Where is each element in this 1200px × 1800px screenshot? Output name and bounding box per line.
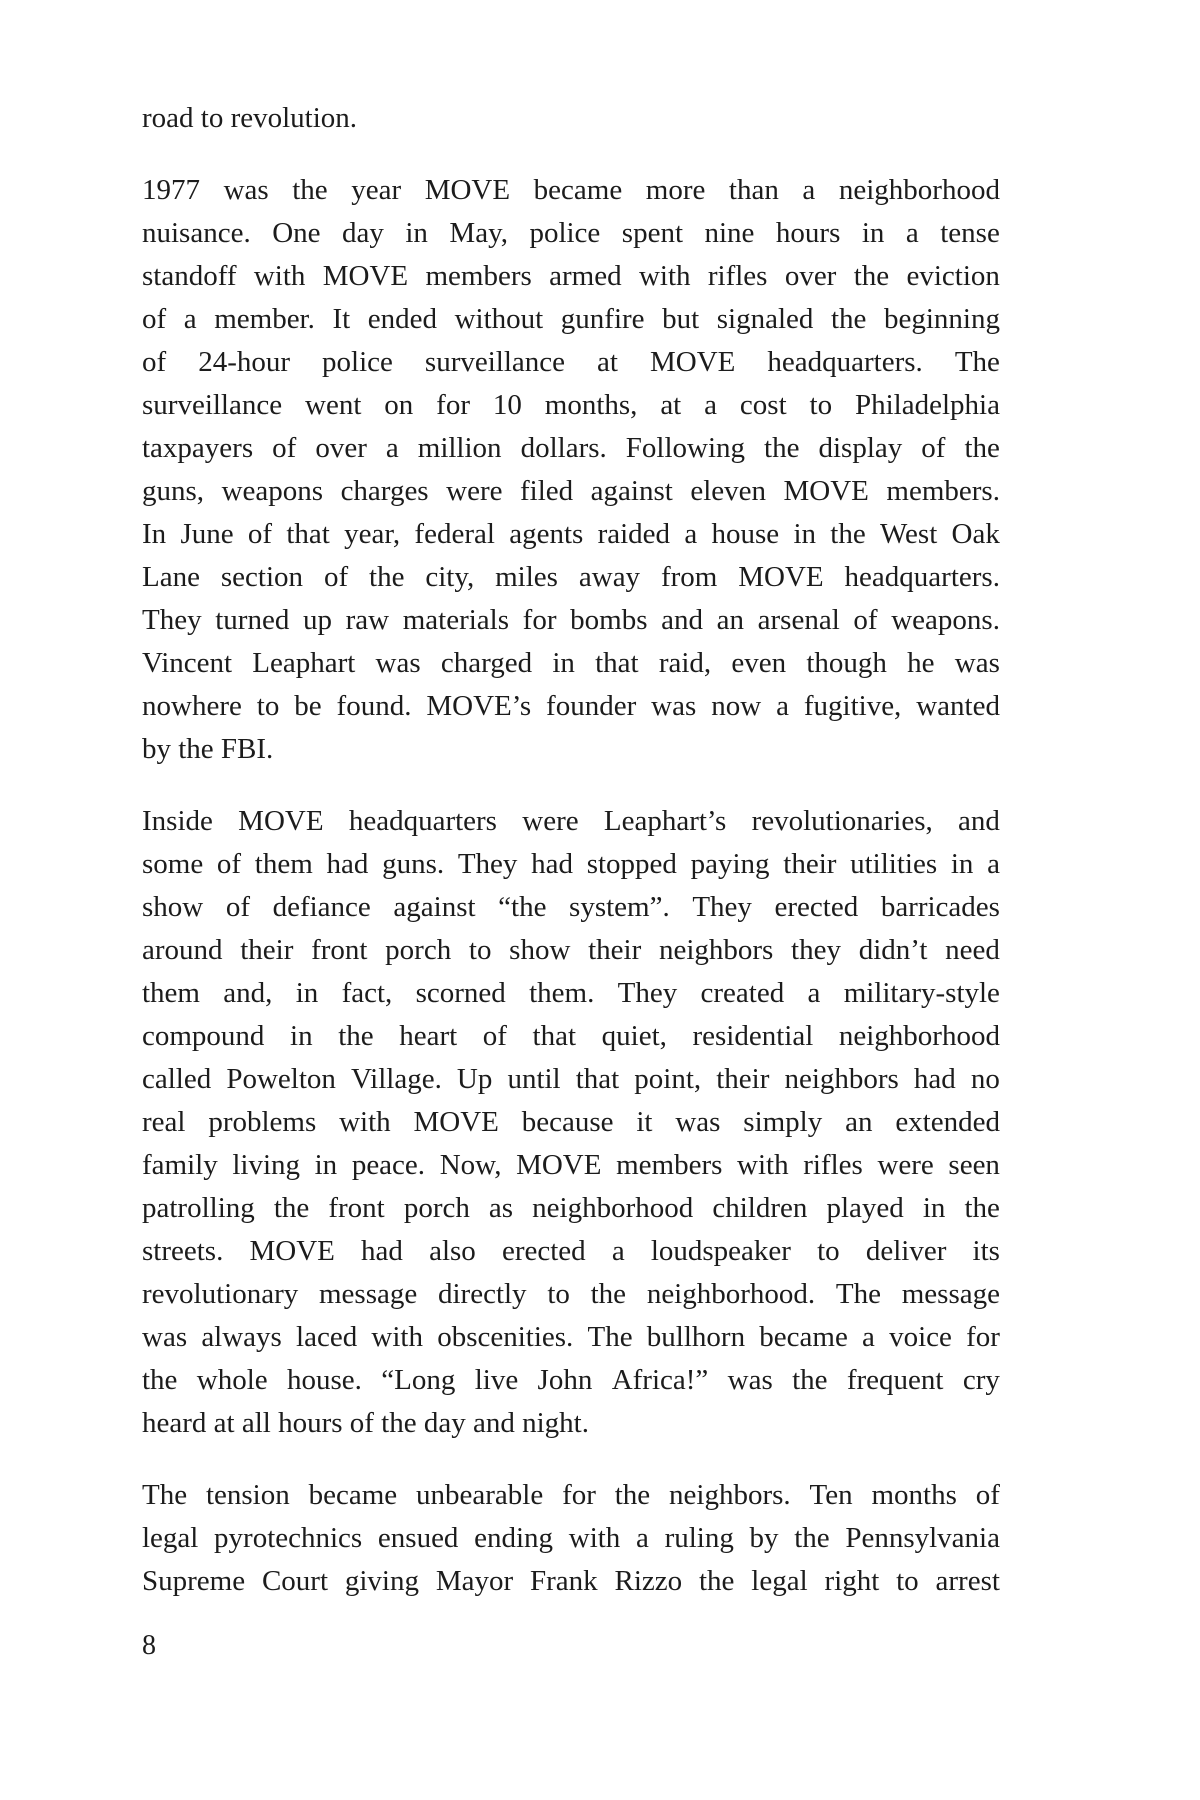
text-line: them and, in fact, scorned them. They created a military-style (142, 977, 1000, 1009)
text-line: revolutionary message directly to the neighborhood. The message (142, 1278, 1000, 1310)
text-line: nowhere to be found. MOVE’s founder was now a fugitive, wanted (142, 690, 1000, 722)
page-text (142, 97, 1000, 1632)
text-line: Lane section of the city, miles away from MOVE headquarters. (142, 561, 1000, 593)
text-line: patrolling the front porch as neighborhood children played in the (142, 1192, 1000, 1224)
text-line: nuisance. One day in May, police spent nine hours in a tense (142, 217, 1000, 249)
page-number: 8 (142, 1630, 156, 1661)
text-line: real problems with MOVE because it was simply an extended (142, 1106, 1000, 1138)
text-line: the whole house. “Long live John Africa!” was the frequent cry (142, 1364, 1000, 1396)
text-line: surveillance went on for 10 months, at a cost to Philadelphia (142, 389, 1000, 421)
text-line: by the FBI. (142, 733, 274, 765)
text-line: legal pyrotechnics ensued ending with a ruling by the Pennsylvania (142, 1522, 1000, 1554)
paragraph (142, 97, 1000, 140)
text-line: Vincent Leaphart was charged in that raid, even though he was (142, 647, 1000, 679)
text-line: 1977 was the year MOVE became more than a neighborhood (142, 174, 1000, 206)
paragraph (142, 1474, 1000, 1603)
text-line: of 24-hour police surveillance at MOVE headquarters. The (142, 346, 1000, 378)
text-line: They turned up raw materials for bombs and an arsenal of weapons. (142, 604, 1000, 636)
text-line: around their front porch to show their neighbors they didn’t need (142, 934, 1000, 966)
text-line: Inside MOVE headquarters were Leaphart’s revolutionaries, and (142, 805, 1000, 837)
text-line: In June of that year, federal agents raided a house in the West Oak (142, 518, 1000, 550)
text-line: taxpayers of over a million dollars. Following the display of the (142, 432, 1000, 464)
text-line: The tension became unbearable for the neighbors. Ten months of (142, 1479, 1000, 1511)
text-line: heard at all hours of the day and night. (142, 1407, 589, 1439)
text-line: streets. MOVE had also erected a loudspeaker to deliver its (142, 1235, 1000, 1267)
text-line: called Powelton Village. Up until that point, their neighbors had no (142, 1063, 1000, 1095)
text-line: standoff with MOVE members armed with rifles over the eviction (142, 260, 1000, 292)
text-line: was always laced with obscenities. The bullhorn became a voice for (142, 1321, 1000, 1353)
paragraph (142, 800, 1000, 1445)
text-line: Supreme Court giving Mayor Frank Rizzo the legal right to arrest (142, 1565, 1000, 1597)
text-line: road to revolution. (142, 102, 358, 134)
text-line: family living in peace. Now, MOVE members with rifles were seen (142, 1149, 1000, 1181)
text-line: of a member. It ended without gunfire but signaled the beginning (142, 303, 1000, 335)
paragraph (142, 169, 1000, 771)
text-line: show of defiance against “the system”. They erected barricades (142, 891, 1000, 923)
text-line: guns, weapons charges were filed against eleven MOVE members. (142, 475, 1000, 507)
text-line: compound in the heart of that quiet, residential neighborhood (142, 1020, 1000, 1052)
text-line: some of them had guns. They had stopped paying their utilities in a (142, 848, 1000, 880)
